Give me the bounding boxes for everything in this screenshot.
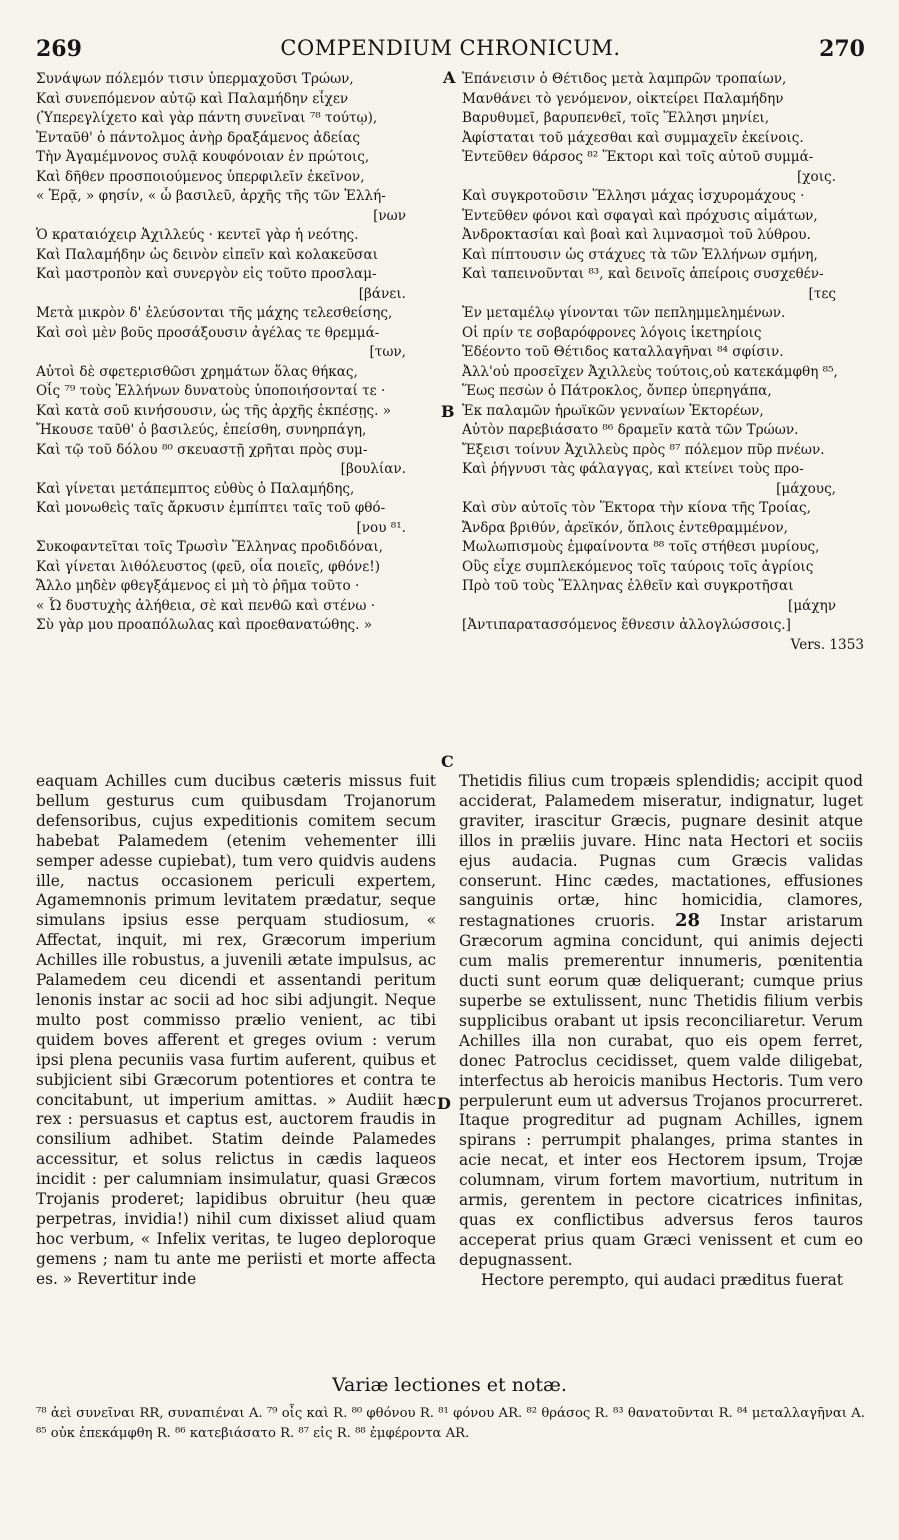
verse-line: Καὶ Παλαμήδην ὡς δεινὸν εἰπεῖν καὶ κολακεῦσαι <box>36 246 378 263</box>
verse-line: Ἤκουσε ταῦθ' ὁ βασιλεύς, ἐπείσθη, συνηρπάγη, <box>36 422 367 438</box>
verse-line: [νων <box>373 207 406 224</box>
verse-line: Ἄλλο μηδὲν φθεγξάμενος εἰ μὴ τὸ ῥῆμα τοῦτο · <box>36 578 360 594</box>
verse-line: [βουλίαν. <box>340 461 406 477</box>
verse-line: Ἐκ παλαμῶν ἡρωϊκῶν γενναίων Ἑκτορέων, <box>462 402 764 419</box>
greek-verse-left-column <box>36 70 436 636</box>
verse-line: [των, <box>369 344 406 360</box>
page-header <box>36 36 865 66</box>
verse-line: Καὶ γίνεται μετάπεμπτος εὐθὺς ὁ Παλαμήδης, <box>36 480 355 497</box>
verse-line: Ἐπάνεισιν ὁ Θέτιδος μετὰ λαμπρῶν τροπαίων, <box>462 71 787 87</box>
verse-line: Ἄνδρα βριθύν, ἀρεϊκόν, ὅπλοις ἐντεθραμμένον, <box>462 519 788 536</box>
verse-line: Τὴν Ἀγαμέμνονος συλᾷ κουφόνοιαν ἐν πρώτοις, <box>36 149 370 165</box>
latin-translation-right-column <box>459 772 863 1291</box>
variant-readings-notes: ⁷⁸ ἀεὶ συνεῖναι RR, συναπιέναι A. ⁷⁹ οἷς καὶ R. ⁸⁰ φθόνου R. ⁸¹ φόνου AR. ⁸² θράσος R. ⁸³ θανατοῦνται R. ⁸⁴ μεταλλαγῆναι A. ⁸⁵ οὐκ ἐπεκάμφθη R. ⁸⁶ κατεβιάσατο R. ⁸⁷ εἰς R. ⁸⁸ ἐμφέροντα AR. <box>36 1406 865 1441</box>
verse-line: Καὶ γίνεται λιθόλευστος (φεῦ, οἷα ποιεῖς, φθόνε!) <box>36 558 381 575</box>
verse-line: Βαρυθυμεῖ, βαρυπενθεῖ, τοῖς Ἕλλησι μηνίει, <box>462 110 770 126</box>
verse-line: Ἐνταῦθ' ὁ πάντολμος ἀνὴρ δραξάμενος ἀδείας <box>36 129 360 146</box>
verse-line: (Ὑπερεγλίχετο καὶ γὰρ πάντη συνεῖναι ⁷⁸ τούτῳ), <box>36 110 378 126</box>
margin-marker-a: A <box>443 68 456 87</box>
page-number-left: 269 <box>36 36 82 62</box>
verse-line: Οὓς εἶχε συμπλεκόμενος τοῖς ταύροις τοῖς ἀγρίοις <box>462 558 814 575</box>
verse-line: [μάχους, <box>776 480 836 497</box>
latin-paragraph <box>459 772 863 1271</box>
verse-line: Καὶ κατὰ σοῦ κινήσουσιν, ὡς τῆς ἀρχῆς ἐκπέσῃς. » <box>36 402 392 419</box>
greek-verse-right-column <box>462 70 866 655</box>
verse-line: Ὁ κραταιόχειρ Ἀχιλλεύς · κεντεῖ γὰρ ἡ νεότης. <box>36 227 359 243</box>
verse-line: « Ὦ δυστυχὴς ἀλήθεια, σὲ καὶ πενθῶ καὶ στένω · <box>36 597 376 614</box>
verse-line: Συνάψων πόλεμόν τισιν ὑπερμαχοῦσι Τρώων, <box>36 71 354 87</box>
verse-line: [Ἀντιπαρατασσόμενος ἔθνεσιν ἀλλογλώσσοις.] <box>462 617 791 633</box>
verse-line: Αὐτοὶ δὲ σφετερισθῶσι χρημάτων ὅλας θήκας, <box>36 363 358 380</box>
verse-number: Vers. 1353 <box>790 636 864 653</box>
page-number-right: 270 <box>819 36 865 62</box>
verse-line: Συκοφαντεῖται τοῖς Τρωσὶν Ἕλληνας προδιδόναι, <box>36 539 383 555</box>
verse-line: Καὶ ταπεινοῦνται ⁸³, καὶ δεινοῖς ἀπείροις συσχεθέν- <box>462 266 824 282</box>
verse-line: Καὶ συγκροτοῦσιν Ἕλλησι μάχας ἰσχυρομάχους · <box>462 188 805 204</box>
verse-line: Ἐδέοντο τοῦ Θέτιδος καταλλαγῆναι ⁸⁴ σφίσιν. <box>462 344 784 360</box>
section-number: 28 <box>674 910 701 932</box>
margin-marker-b: B <box>441 402 455 421</box>
verse-line: Ἀλλ'οὐ προσεῖχεν Ἀχιλλεὺς τούτοις,οὐ κατεκάμφθη ⁸⁵, <box>462 363 838 380</box>
verse-line: Μανθάνει τὸ γενόμενον, οἰκτείρει Παλαμήδην <box>462 90 784 107</box>
verse-line: Καὶ σοὶ μὲν βοῦς προσάξουσιν ἀγέλας τε θρεμμά- <box>36 324 380 341</box>
verse-line: Καὶ μαστροπὸν καὶ συνεργὸν εἰς τοῦτο προσλαμ- <box>36 266 377 282</box>
verse-line: Μετὰ μικρὸν δ' ἐλεύσονται τῆς μάχης τελεσθείσης, <box>36 305 393 321</box>
verse-line: Καὶ πίπτουσιν ὡς στάχυες τὰ τῶν Ἑλλήνων σμήνη, <box>462 246 818 263</box>
verse-line: Αὐτὸν παρεβιάσατο ⁸⁶ δραμεῖν κατὰ τῶν Τρώων. <box>462 422 799 438</box>
verse-line: Καὶ σὺν αὐτοῖς τὸν Ἕκτορα τὴν κίονα τῆς Τροίας, <box>462 500 811 516</box>
verse-line: Ἐντεῦθεν θάρσος ⁸² Ἕκτορι καὶ τοῖς αὐτοῦ συμμά- <box>462 149 814 165</box>
verse-line: Καὶ δῆθεν προσποιούμενος ὑπερφιλεῖν ἐκεῖνον, <box>36 168 365 185</box>
verse-line: Μωλωπισμοὺς ἐμφαίνοντα ⁸⁸ τοῖς στήθεσι μυρίους, <box>462 539 820 555</box>
verse-line: Καὶ μονωθεὶς ταῖς ἄρκυσιν ἐμπίπτει ταῖς τοῦ φθό- <box>36 500 386 516</box>
verse-line: Καὶ ῥήγνυσι τὰς φάλαγγας, καὶ κτείνει τοὺς προ- <box>462 461 804 477</box>
verse-line: Ἐν μεταμέλῳ γίνονται τῶν πεπλημμελημένων. <box>462 305 786 321</box>
verse-line: Ἕως πεσὼν ὁ Πάτροκλος, ὄνπερ ὑπερηγάπα, <box>462 383 772 399</box>
latin-text: Thetidis filius cum tropæis splendidis; accipit quod acciderat, Palamedem miseratur, indignatur, luget graviter, irascitur Græcis, pugnare desinit atque illos in præliis juvare. Hinc nata Hectori et sociis ejus audacia. Pugnas cum Græcis validas conserunt. Hinc cædes, mactationes, effusiones sanguinis ortæ, hinc homicidia, clamores, restagnationes cruoris. <box>459 772 863 931</box>
margin-marker-d: D <box>437 1094 451 1113</box>
verse-line: Ἀνδροκτασίαι καὶ βοαὶ καὶ λιμνασμοὶ τοῦ λύθρου. <box>462 227 811 243</box>
verse-line: Ἔξεισι τοίνυν Ἀχιλλεὺς πρὸς ⁸⁷ πόλεμον πῦρ πνέων. <box>462 441 825 458</box>
verse-line: Ἐντεῦθεν φόνοι καὶ σφαγαὶ καὶ πρόχυσις αἱμάτων, <box>462 207 818 224</box>
verse-line: [χοις. <box>797 168 836 185</box>
latin-paragraph: eaquam Achilles cum ducibus cæteris missus fuit bellum gesturus cum quibusdam Trojanorum defensoribus, cujus expeditionis comitem secum habebat Palamedem (etenim vehementer illi semper adesse cupiebat), tum vero quidvis audens ille, nactus occasionem periculi expertem, Agamemnonis primum levitatem prædatur, seque simulans ipsius esse perquam studiosum, « Affectat, inquit, mi rex, Græcorum imperium Achilles ille robustus, a juvenili ætate impulsus, ac Palamedem ceu dicendi et assentandi peritum lenonis instar ac socii ad hoc sibi adjungit. Neque multo post commisso prælio venient, ac tibi quidem boves afferent et greges ovium : verum ipsi plena pecuniis vasa furtim auferent, quibus et subjicient sibi Græcorum potentiores et contra te concitabunt, ut imperium amittas. » Audiit hæc rex : persuasus et captus est, auctorem fraudis in consilium adhibet. Statim deinde Palamedes accessitur, et solus relictus in cædis laqueos incidit : per calumniam insimulatur, quasi Græcos Trojanis proderet; lapidibus obruitur (heu quæ perpetras, invidia!) nihil cum dixisset aliud quam hoc verbum, « Infelix veritas, te lugeo deploroque gemens ; nam tu ante me periisti et morte affecta es. » Revertitur inde <box>36 772 436 1288</box>
verse-line: [βάνει. <box>358 285 406 302</box>
running-title: COMPENDIUM CHRONICUM. <box>280 36 621 60</box>
verse-line: Οἱ πρίν τε σοβαρόφρονες λόγοις ἱκετηρίοις <box>462 324 762 341</box>
verse-line: « Ἐρᾷ, » φησίν, « ὦ βασιλεῦ, ἀρχῆς τῆς τῶν Ἑλλή- <box>36 188 386 204</box>
latin-translation-left-column <box>36 772 436 1290</box>
latin-text: Instar aristarum Græcorum agmina concidunt, qui animis dejecti cum malis premerentur innumeris, pœnitentia ducti sunt eorum quæ deliquerant; cumque prius superbe se extulissent, nunc Thetidis filium verbis supplicibus orabant ut ipsis reconciliaretur. Verum Achilles illa non curabat, quo eis opem ferret, donec Patroclus cecidisset, quem valde diligebat, interfectus ab heroicis manibus Hectoris. Tum vero perpulerunt eum ut adversus Trojanos procurreret. Itaque progreditur ad pugnam Achilles, ignem spirans : perrumpit phalanges, prima stantes in acie necat, et inter eos Hectorem ipsum, Trojæ columnam, virum fortem mavortium, nutritum in armis, gerentem in pectore cicatrices infinitas, quas ex conflictibus adversus feros tauros acceperat prius quam Græci venissent et cum eo depugnassent. <box>459 912 863 1269</box>
verse-line: [νου ⁸¹. <box>356 519 406 536</box>
verse-line: [τες <box>808 285 836 302</box>
verse-line: Σὺ γὰρ μου προαπόλωλας καὶ προεθανατώθης. » <box>36 617 373 633</box>
verse-line: Καὶ τῷ τοῦ δόλου ⁸⁰ σκευαστῇ χρῆται πρὸς συμ- <box>36 441 368 458</box>
verse-line: Καὶ συνεπόμενον αὐτῷ καὶ Παλαμήδην εἶχεν <box>36 90 349 107</box>
latin-paragraph: Hectore perempto, qui audaci præditus fuerat <box>481 1270 843 1289</box>
verse-line: Ἀφίσταται τοῦ μάχεσθαι καὶ συμμαχεῖν ἐκείνοις. <box>462 129 804 146</box>
margin-marker-c: C <box>441 752 454 771</box>
notes-heading: Variæ lectiones et notæ. <box>332 1374 567 1396</box>
verse-line: Οἷς ⁷⁹ τοὺς Ἑλλήνων δυνατοὺς ὑποποιήσονταί τε · <box>36 383 386 399</box>
verse-line: Πρὸ τοῦ τοὺς Ἕλληνας ἐλθεῖν καὶ συγκροτῆσαι <box>462 578 794 594</box>
verse-line: [μάχην <box>788 597 836 614</box>
